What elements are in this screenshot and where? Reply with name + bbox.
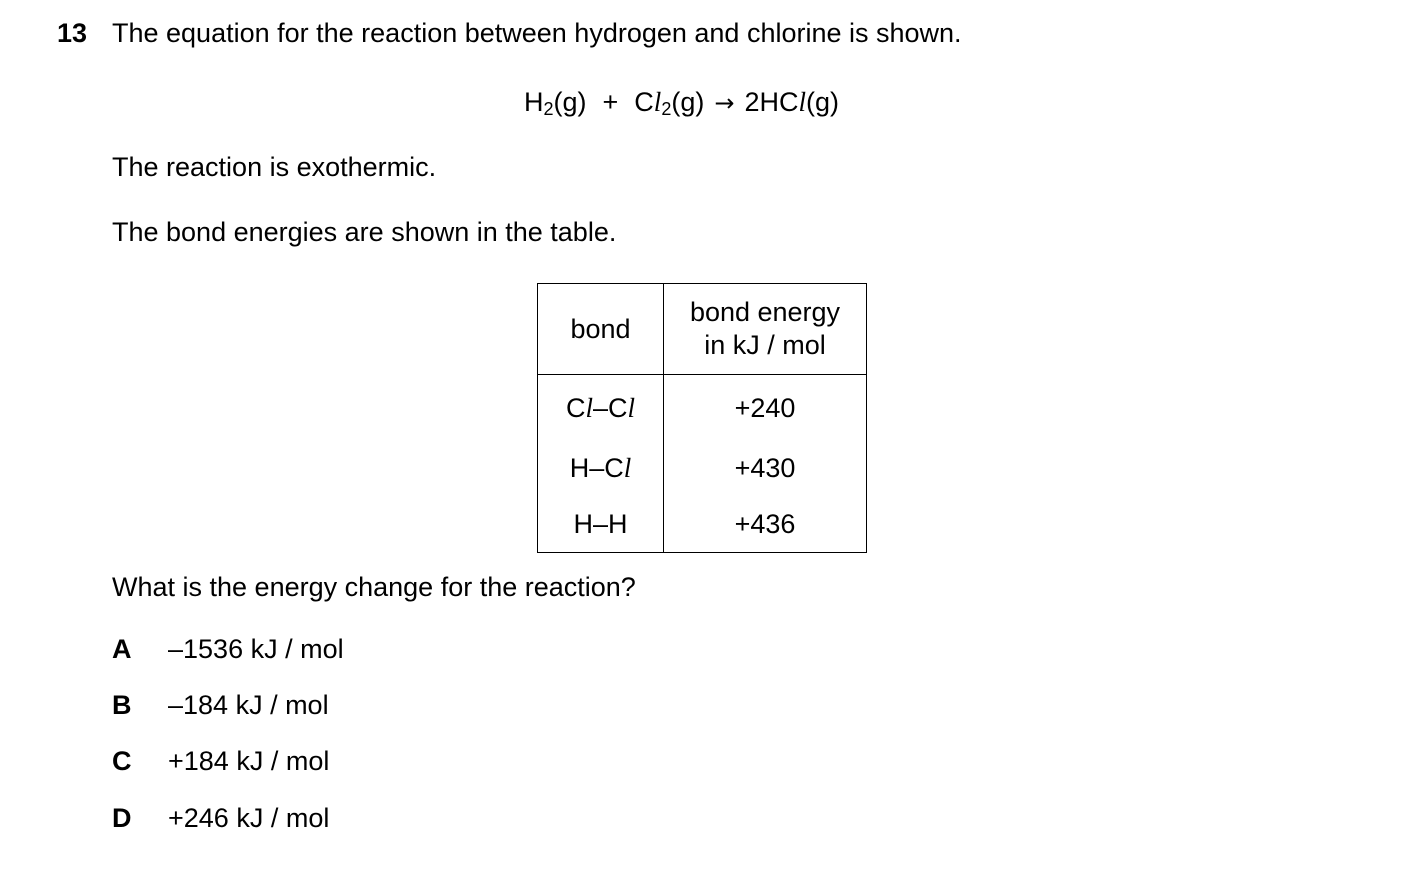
exothermic-statement: The reaction is exothermic. <box>112 152 437 182</box>
option-letter: C <box>112 746 132 776</box>
table-row <box>538 496 867 553</box>
equation-hcl: 2HCl(g) <box>744 87 839 117</box>
bond-energy-table <box>537 283 867 553</box>
energy-cell: +430 <box>664 441 867 496</box>
equation-h2: $H_2(g)$ <box>524 87 587 119</box>
option-letter: B <box>112 690 132 720</box>
option-letter: D <box>112 803 132 833</box>
option-text: –184 kJ / mol <box>168 690 329 720</box>
header-bond: bond <box>538 284 664 375</box>
equation-cl2: $Cl_2(g)$ <box>634 87 705 119</box>
reaction-arrow-icon: → <box>714 89 735 117</box>
option-c[interactable] <box>112 746 329 777</box>
bond-cell: Cl–Cl <box>538 375 664 442</box>
table-row <box>538 441 867 496</box>
option-letter: A <box>112 634 132 664</box>
question-number: 13 <box>57 18 88 48</box>
bond-cell: H–H <box>538 496 664 553</box>
option-b[interactable] <box>112 690 329 721</box>
table-intro: The bond energies are shown in the table. <box>112 217 617 247</box>
reaction-equation <box>524 87 839 120</box>
question-stem: The equation for the reaction between hydrogen and chlorine is shown. <box>112 18 962 48</box>
header-bond-energy: bond energy in kJ / mol <box>664 284 867 375</box>
option-text: +246 kJ / mol <box>168 803 330 833</box>
option-text: +184 kJ / mol <box>168 746 330 776</box>
energy-cell: +436 <box>664 496 867 553</box>
option-a[interactable] <box>112 634 344 665</box>
bond-cell: H–Cl <box>538 441 664 496</box>
energy-cell: +240 <box>664 375 867 442</box>
option-text: –1536 kJ / mol <box>168 634 344 664</box>
equation-plus: + <box>602 87 619 117</box>
table-row <box>538 375 867 442</box>
question-prompt: What is the energy change for the reaction? <box>112 572 636 602</box>
option-d[interactable] <box>112 803 329 834</box>
